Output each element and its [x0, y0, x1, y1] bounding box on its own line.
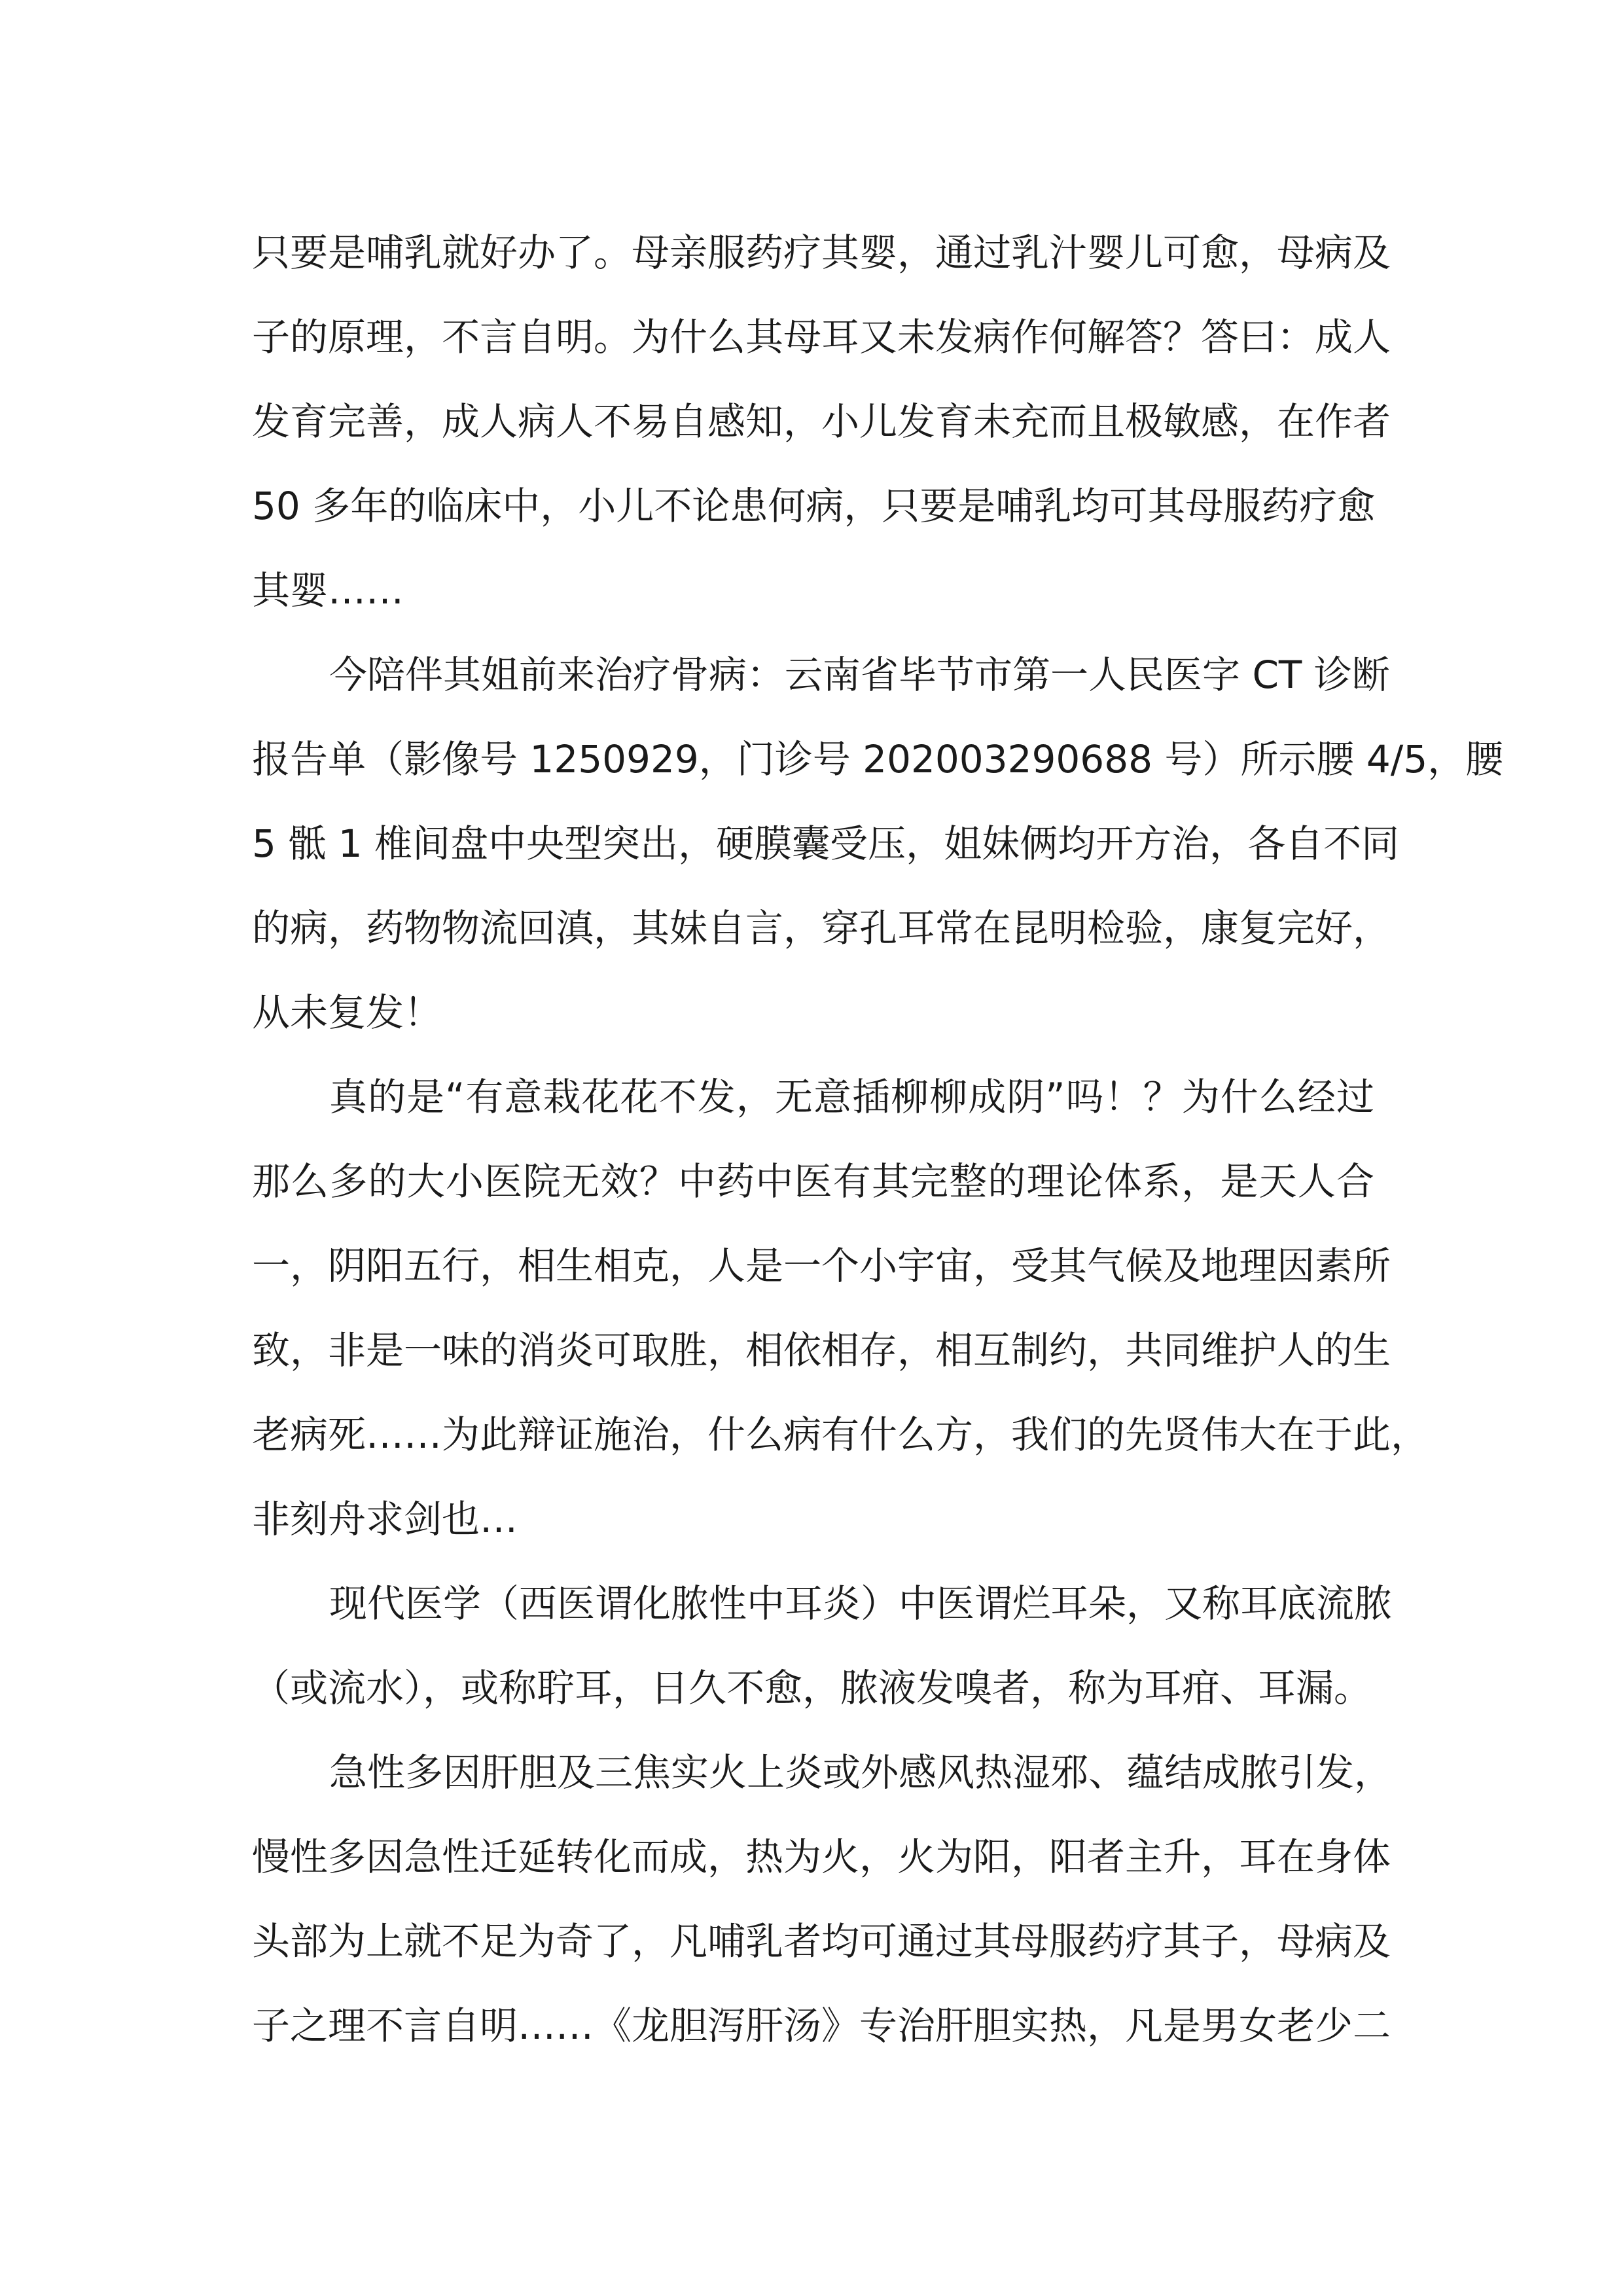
text-line: 现代医学（西医谓化脓性中耳炎）中医谓烂耳朵，又称耳底流脓	[329, 1581, 1393, 1626]
text-line: 50 多年的临床中，小儿不论患何病，只要是哺乳均可其母服药疗愈	[252, 484, 1376, 528]
text-line: 子之理不言自明……《龙胆泻肝汤》专治肝胆实热，凡是男女老少二	[252, 2003, 1391, 2048]
text-line: 其婴……	[252, 568, 404, 613]
paragraph-3	[252, 1055, 1429, 1562]
text-line: 5 骶 1 椎间盘中央型突出，硬膜囊受压，姐妹俩均开方治，各自不同	[252, 821, 1400, 866]
text-line: 报告单（影像号 1250929，门诊号 202003290688 号）所示腰 4/5，腰	[252, 737, 1504, 781]
text-line: 真的是“有意栽花花不发，无意插柳柳成阴”吗！？为什么经过	[329, 1075, 1374, 1119]
text-line: 一，阴阳五行，相生相克，人是一个小宇宙，受其气候及地理因素所	[252, 1244, 1391, 1288]
text-line: 慢性多因急性迁延转化而成，热为火，火为阳，阳者主升，耳在身体	[252, 1835, 1391, 1879]
text-line: 非刻舟求剑也…	[252, 1497, 518, 1541]
text-line: 发育完善，成人病人不易自感知，小儿发育未充而且极敏感，在作者	[252, 399, 1391, 444]
text-line: 急性多因肝胆及三焦实火上炎或外感风热湿邪、蕴结成脓引发，	[329, 1750, 1393, 1795]
paragraph-5	[252, 1731, 1393, 2068]
document-body	[252, 211, 1504, 2068]
text-line: 头部为上就不足为奇了，凡哺乳者均可通过其母服药疗其子，母病及	[252, 1919, 1391, 1964]
text-line: 只要是哺乳就好办了。母亲服药疗其婴，通过乳汁婴儿可愈，母病及	[252, 230, 1391, 275]
paragraph-2	[252, 633, 1504, 1055]
text-line: 那么多的大小医院无效？中药中医有其完整的理论体系，是天人合	[252, 1159, 1374, 1204]
text-line: 老病死……为此辩证施治，什么病有什么方，我们的先贤伟大在于此，	[252, 1412, 1429, 1457]
text-line: 致，非是一味的消炎可取胜，相依相存，相互制约，共同维护人的生	[252, 1328, 1391, 1372]
paragraph-4	[252, 1562, 1393, 1731]
paragraph-1	[252, 211, 1391, 633]
text-line: 子的原理，不言自明。为什么其母耳又未发病作何解答？答曰：成人	[252, 315, 1391, 359]
text-line: 从未复发！	[252, 990, 442, 1035]
text-line: （或流水），或称聍耳，日久不愈，脓液发嗅者，称为耳疳、耳漏。	[252, 1666, 1372, 1710]
text-line: 今陪伴其姐前来治疗骨病：云南省毕节市第一人民医字 CT 诊断	[329, 653, 1390, 697]
text-line: 的病，药物物流回滇，其妹自言，穿孔耳常在昆明检验，康复完好，	[252, 906, 1391, 950]
